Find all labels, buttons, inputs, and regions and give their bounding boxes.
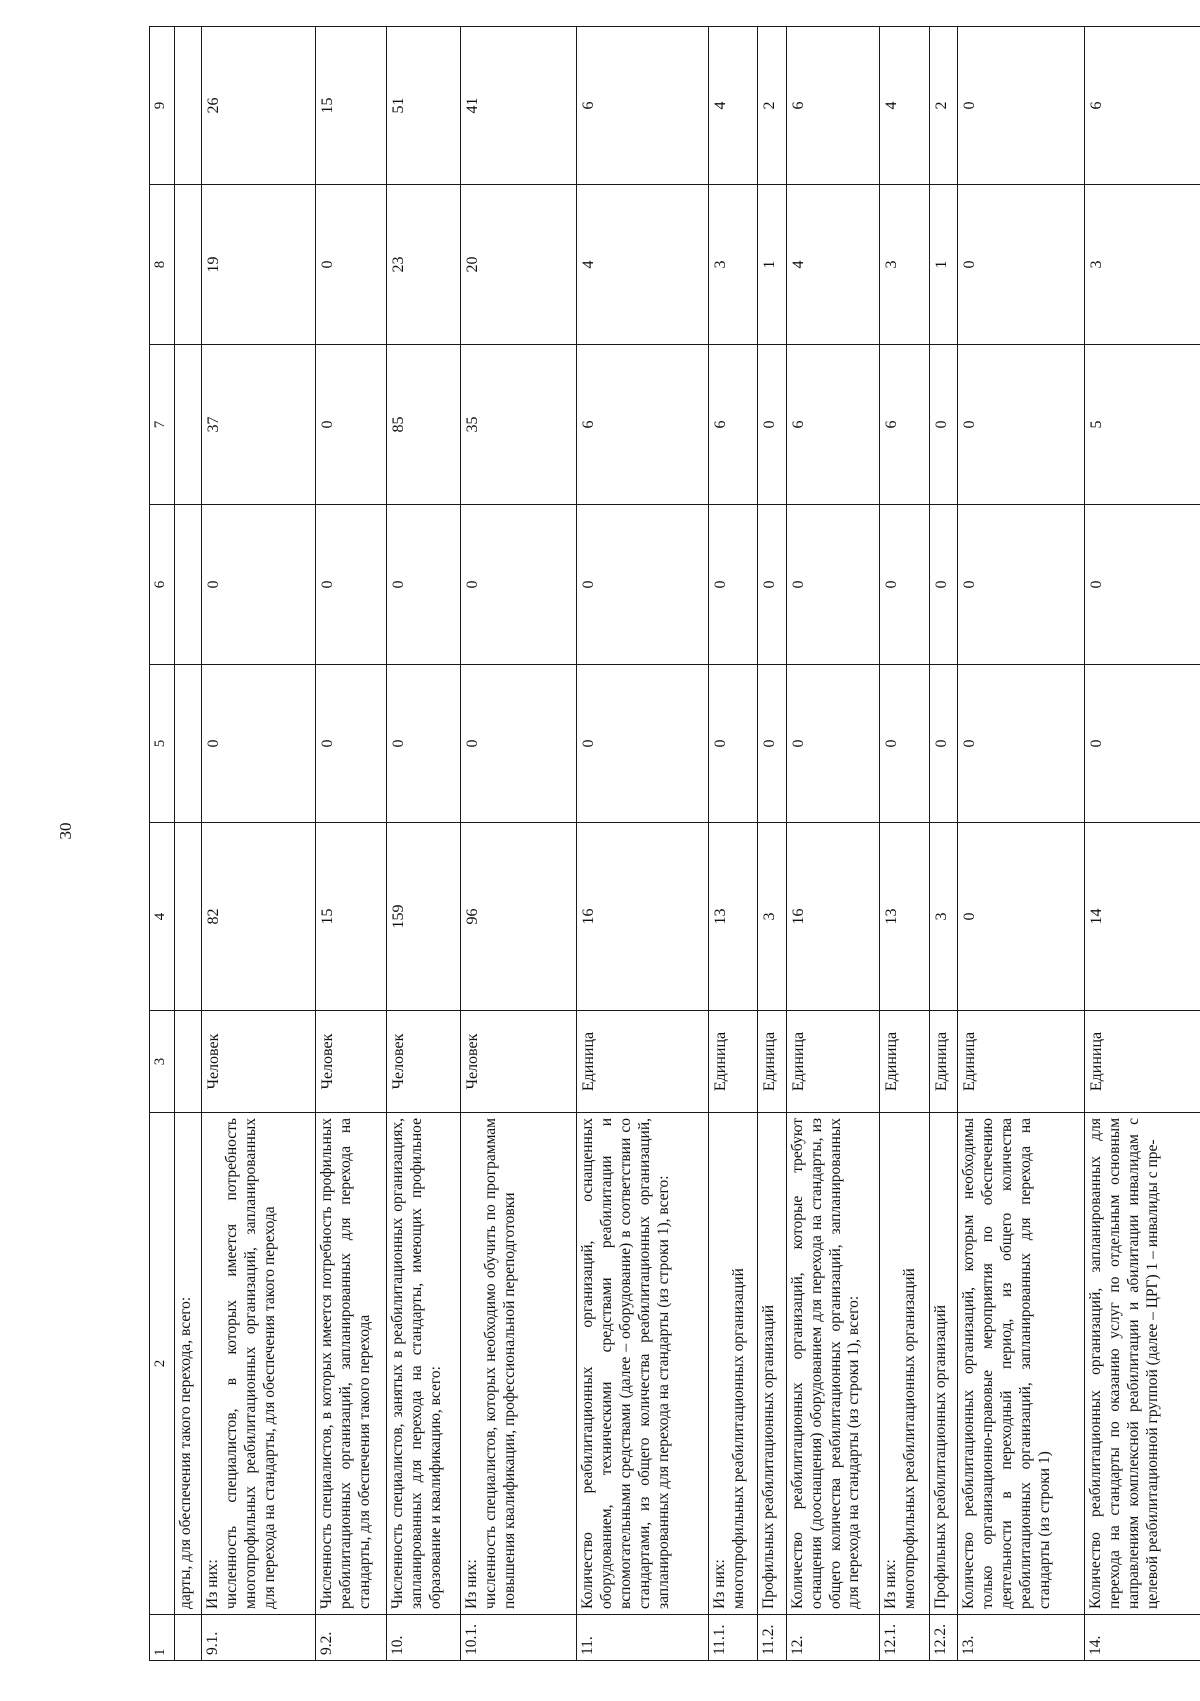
value-cell: 0 [1085, 665, 1200, 823]
table-row [929, 27, 957, 1661]
value-cell: 0 [786, 665, 879, 823]
indicator-description-cell [174, 1113, 202, 1615]
unit-cell: Единица [576, 1011, 708, 1113]
value-cell: 0 [880, 665, 930, 823]
value-cell: 0 [957, 27, 1084, 185]
value-cell: 0 [758, 665, 786, 823]
indicator-text: Количество реабилитационных организаций, запланированных для перехода на стандарты по оказанию услуг по отдельным основным направлениям комплексной реабилитации и абилитации инвалидам с целевой реабилитационной группой (далее – ЦРГ) 1 – инвалиды с пре- [1087, 1118, 1161, 1609]
value-cell: 0 [461, 505, 577, 665]
value-cell: 51 [387, 27, 461, 185]
row-number-cell: 11.2. [758, 1615, 786, 1661]
value-cell: 0 [929, 505, 957, 665]
value-cell [174, 345, 202, 505]
value-cell: 6 [786, 27, 879, 185]
value-cell: 35 [461, 345, 577, 505]
table-row [202, 27, 315, 1661]
report-table [149, 26, 1200, 1661]
row-number-cell: 10. [387, 1615, 461, 1661]
value-cell: 3 [758, 823, 786, 1011]
value-cell: 6 [1085, 27, 1200, 185]
value-cell: 4 [880, 27, 930, 185]
indicator-text: Численность специалистов, занятых в реабилитационных организациях, запланированных для перехода на стандарты, имеющих профильное образование и квалификацию, всего: [389, 1118, 444, 1609]
unit-cell: Единица [758, 1011, 786, 1113]
value-cell: 16 [786, 823, 879, 1011]
value-cell: 23 [387, 185, 461, 345]
indicator-description-cell [1085, 1113, 1200, 1615]
value-cell: 0 [758, 345, 786, 505]
value-cell: 5 [1085, 345, 1200, 505]
table-row [758, 27, 786, 1661]
value-cell: 0 [1085, 505, 1200, 665]
indicator-text: многопрофильных реабилитационных организаций [900, 1268, 918, 1609]
indicator-text: Численность специалистов, в которых имеется потребность профильных реабилитационных организаций, запланированных для перехода на стандарты, для обеспечения такого перехода [317, 1118, 373, 1609]
value-cell: 4 [708, 27, 758, 185]
value-cell [174, 185, 202, 345]
value-cell: 3 [708, 185, 758, 345]
row-number-cell: 12.1. [880, 1615, 930, 1661]
value-cell: 26 [202, 27, 315, 185]
value-cell: 0 [387, 505, 461, 665]
value-cell: 14 [1085, 823, 1200, 1011]
value-cell: 6 [576, 345, 708, 505]
value-cell: 0 [957, 823, 1084, 1011]
column-number-cell: 1 [150, 1615, 175, 1661]
row-number-cell [174, 1615, 202, 1661]
value-cell: 16 [576, 823, 708, 1011]
row-number-cell: 11. [576, 1615, 708, 1661]
indicator-description-cell [202, 1113, 315, 1615]
value-cell: 0 [202, 665, 315, 823]
unit-cell: Единица [708, 1011, 758, 1113]
value-cell [174, 27, 202, 185]
sub-items-lead: Из них: [710, 1559, 728, 1609]
indicator-text: Профильных реабилитационных организаций [931, 1304, 949, 1609]
indicator-text: Количество реабилитационных организаций, которые требуют оснащения (дооснащения) оборудованием для перехода на стандарты, из общего количества реабилитационных организаций, запланированных для перехода на стандарты (из строки 1), всего: [788, 1118, 863, 1609]
table-row [880, 27, 930, 1661]
unit-cell: Человек [461, 1011, 577, 1113]
column-number-cell: 7 [150, 345, 175, 505]
value-cell: 6 [880, 345, 930, 505]
unit-cell: Единица [786, 1011, 879, 1113]
column-number-row [150, 27, 175, 1661]
value-cell: 0 [315, 665, 386, 823]
indicator-text: дарты, для обеспечения такого перехода, всего: [176, 1296, 194, 1609]
row-number-cell: 9.1. [202, 1615, 315, 1661]
value-cell: 0 [880, 505, 930, 665]
value-cell: 37 [202, 345, 315, 505]
column-number-cell: 5 [150, 665, 175, 823]
value-cell [174, 665, 202, 823]
row-number-cell: 9.2. [315, 1615, 386, 1661]
row-number-cell: 11.1. [708, 1615, 758, 1661]
row-number-cell: 13. [957, 1615, 1084, 1661]
value-cell: 1 [758, 185, 786, 345]
value-cell: 0 [957, 505, 1084, 665]
indicator-description-cell [880, 1113, 930, 1615]
value-cell: 0 [315, 185, 386, 345]
indicator-description-cell [786, 1113, 879, 1615]
table-row [957, 27, 1084, 1661]
value-cell: 159 [387, 823, 461, 1011]
value-cell: 96 [461, 823, 577, 1011]
column-number-cell: 3 [150, 1011, 175, 1113]
value-cell: 0 [758, 505, 786, 665]
unit-cell: Единица [1085, 1011, 1200, 1113]
value-cell: 2 [758, 27, 786, 185]
value-cell: 15 [315, 27, 386, 185]
value-cell: 0 [957, 665, 1084, 823]
value-cell: 4 [786, 185, 879, 345]
indicator-description-cell [387, 1113, 461, 1615]
indicator-description-cell [929, 1113, 957, 1615]
row-number-cell: 10.1. [461, 1615, 577, 1661]
page-number: 30 [56, 822, 75, 840]
value-cell: 13 [880, 823, 930, 1011]
value-cell: 0 [786, 505, 879, 665]
value-cell: 6 [576, 27, 708, 185]
value-cell: 19 [202, 185, 315, 345]
indicator-description-cell [461, 1113, 577, 1615]
value-cell: 1 [929, 185, 957, 345]
value-cell: 0 [387, 665, 461, 823]
column-number-cell: 6 [150, 505, 175, 665]
table-row [1085, 27, 1200, 1661]
indicator-text: Профильных реабилитационных организаций [760, 1304, 778, 1609]
value-cell: 41 [461, 27, 577, 185]
row-number-cell: 12.2. [929, 1615, 957, 1661]
sub-items-lead: Из них: [204, 1559, 222, 1609]
value-cell: 0 [929, 665, 957, 823]
row-number-cell: 12. [786, 1615, 879, 1661]
table-frame [149, 27, 1200, 1661]
value-cell: 2 [929, 27, 957, 185]
table-row [461, 27, 577, 1661]
indicator-text: Количество реабилитационных организаций, которым необходимы только организационно-правовые мероприятия по обеспечению деятельности в переходный период, из общего количества реабилитационных организаций, запланированных для перехода на стандарты (из строки 1) [959, 1118, 1053, 1609]
value-cell: 0 [576, 505, 708, 665]
table-row [576, 27, 708, 1661]
value-cell: 82 [202, 823, 315, 1011]
value-cell: 0 [708, 505, 758, 665]
value-cell: 85 [387, 345, 461, 505]
value-cell: 6 [708, 345, 758, 505]
value-cell: 3 [880, 185, 930, 345]
unit-cell: Единица [929, 1011, 957, 1113]
value-cell: 6 [786, 345, 879, 505]
row-number-cell: 14. [1085, 1615, 1200, 1661]
unit-cell: Единица [957, 1011, 1084, 1113]
indicator-description-cell [758, 1113, 786, 1615]
indicator-description-cell [315, 1113, 386, 1615]
unit-cell: Единица [880, 1011, 930, 1113]
unit-cell [174, 1011, 202, 1113]
rotated-table-container [149, 27, 1200, 1661]
unit-cell: Человек [202, 1011, 315, 1113]
table-row [786, 27, 879, 1661]
table-row [315, 27, 386, 1661]
value-cell: 0 [315, 505, 386, 665]
value-cell: 3 [1085, 185, 1200, 345]
column-number-cell: 2 [150, 1113, 175, 1615]
indicator-description-cell [708, 1113, 758, 1615]
indicator-text: Количество реабилитационных организаций, оснащенных оборудованием, техническими средствами реабилитации и вспомогательными средствами (далее – оборудование) в соответствии со стандартами, из общего количества реабилитационных организаций, запланированных для перехода на стандарты (из строки 1), всего: [578, 1118, 672, 1609]
value-cell: 3 [929, 823, 957, 1011]
sub-items-lead: Из них: [882, 1559, 900, 1609]
value-cell: 13 [708, 823, 758, 1011]
value-cell: 0 [202, 505, 315, 665]
value-cell: 0 [929, 345, 957, 505]
value-cell: 0 [708, 665, 758, 823]
column-number-cell: 4 [150, 823, 175, 1011]
value-cell: 0 [461, 665, 577, 823]
indicator-text: численность специалистов, которых необходимо обучить по программам повышения квалификации, профессиональной переподготовки [482, 1118, 518, 1609]
value-cell: 0 [315, 345, 386, 505]
column-number-cell: 8 [150, 185, 175, 345]
table-row [174, 27, 202, 1661]
table-row [387, 27, 461, 1661]
indicator-text: многопрофильных реабилитационных организаций [729, 1268, 747, 1609]
indicator-description-cell [957, 1113, 1084, 1615]
value-cell: 15 [315, 823, 386, 1011]
table-row [708, 27, 758, 1661]
value-cell: 0 [957, 345, 1084, 505]
value-cell [174, 823, 202, 1011]
value-cell: 0 [576, 665, 708, 823]
column-number-cell: 9 [150, 27, 175, 185]
indicator-text: численность специалистов, в которых имеется потребность многопрофильных реабилитационных организаций, запланированных для перехода на стандарты, для обеспечения такого перехода [223, 1118, 279, 1609]
unit-cell: Человек [315, 1011, 386, 1113]
value-cell: 0 [957, 185, 1084, 345]
value-cell [174, 505, 202, 665]
indicator-description-cell [576, 1113, 708, 1615]
value-cell: 20 [461, 185, 577, 345]
value-cell: 4 [576, 185, 708, 345]
sub-items-lead: Из них: [463, 1559, 481, 1609]
unit-cell: Человек [387, 1011, 461, 1113]
